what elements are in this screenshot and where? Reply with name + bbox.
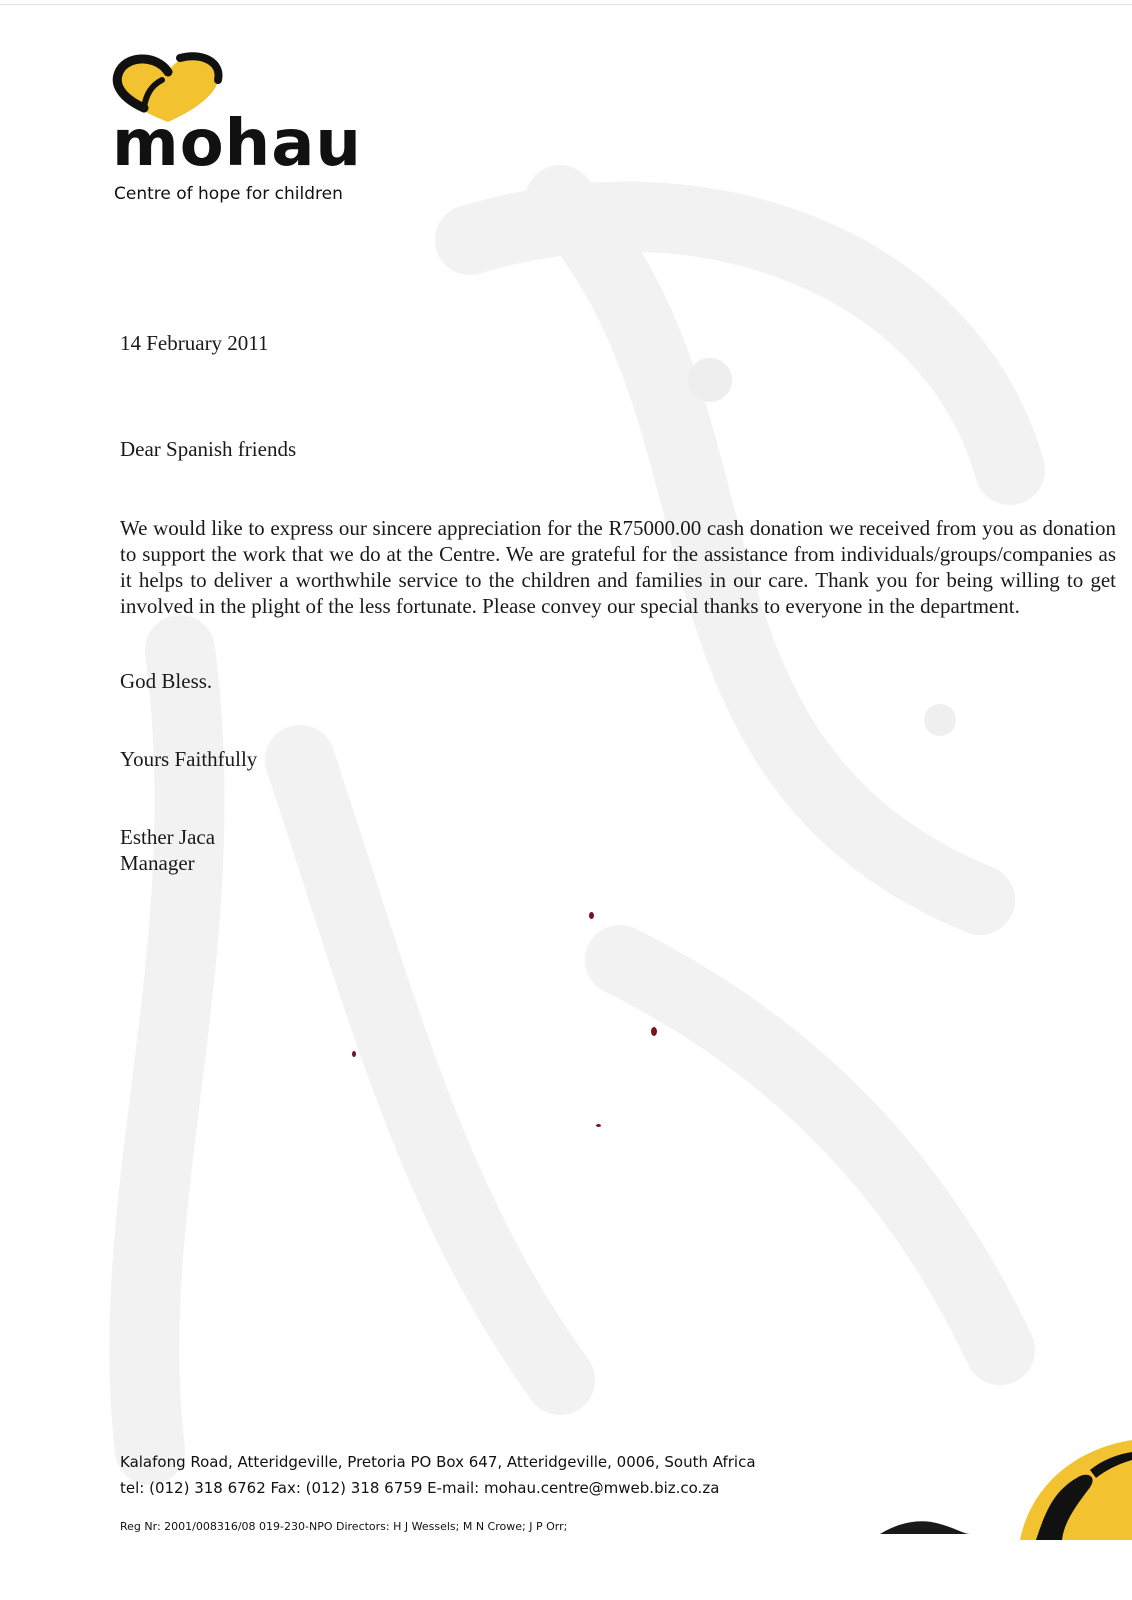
logo-wordmark: mohau: [112, 107, 362, 181]
letter-salutation: Dear Spanish friends: [120, 437, 297, 461]
footer-address: Kalafong Road, Atteridgeville, Pretoria PO Box 647, Atteridgeville, 0006, South Africa: [120, 1453, 756, 1471]
letter-body: We would like to express our sincere appreciation for the R75000.00 cash donation we received from you as donation to support the work that we do at the Centre. We are grateful for the assistance from individuals/groups/companies as it helps to deliver a worthwhile service to the children and families in our care. Thank you for being willing to get involved in the plight of the less fortunate. Please convey our special thanks to everyone in the department.: [120, 516, 1116, 618]
footer-contact: tel: (012) 318 6762 Fax: (012) 318 6759 E-mail: mohau.centre@mweb.biz.co.za: [120, 1479, 720, 1497]
signer-title: Manager: [120, 851, 195, 875]
scan-speck: [651, 1027, 657, 1036]
signature-block: [120, 824, 1116, 876]
footer-registration: Reg Nr: 2001/008316/08 019-230-NPO Directors: H J Wessels; M N Crowe; J P Orr;: [120, 1520, 568, 1533]
logo-tagline: Centre of hope for children: [114, 184, 343, 204]
corner-logo-fragment: [840, 1430, 1132, 1540]
letter-date: 14 February 2011: [120, 331, 269, 355]
scan-speck: [352, 1051, 356, 1057]
scan-speck: [589, 912, 594, 919]
mohau-logo: [110, 50, 380, 210]
letter-closing: God Bless.: [120, 669, 213, 693]
signer-name: Esther Jaca: [120, 825, 216, 849]
scan-speck: [596, 1124, 601, 1127]
page-edge-line: [0, 4, 1132, 5]
letter-signoff: Yours Faithfully: [120, 747, 258, 771]
